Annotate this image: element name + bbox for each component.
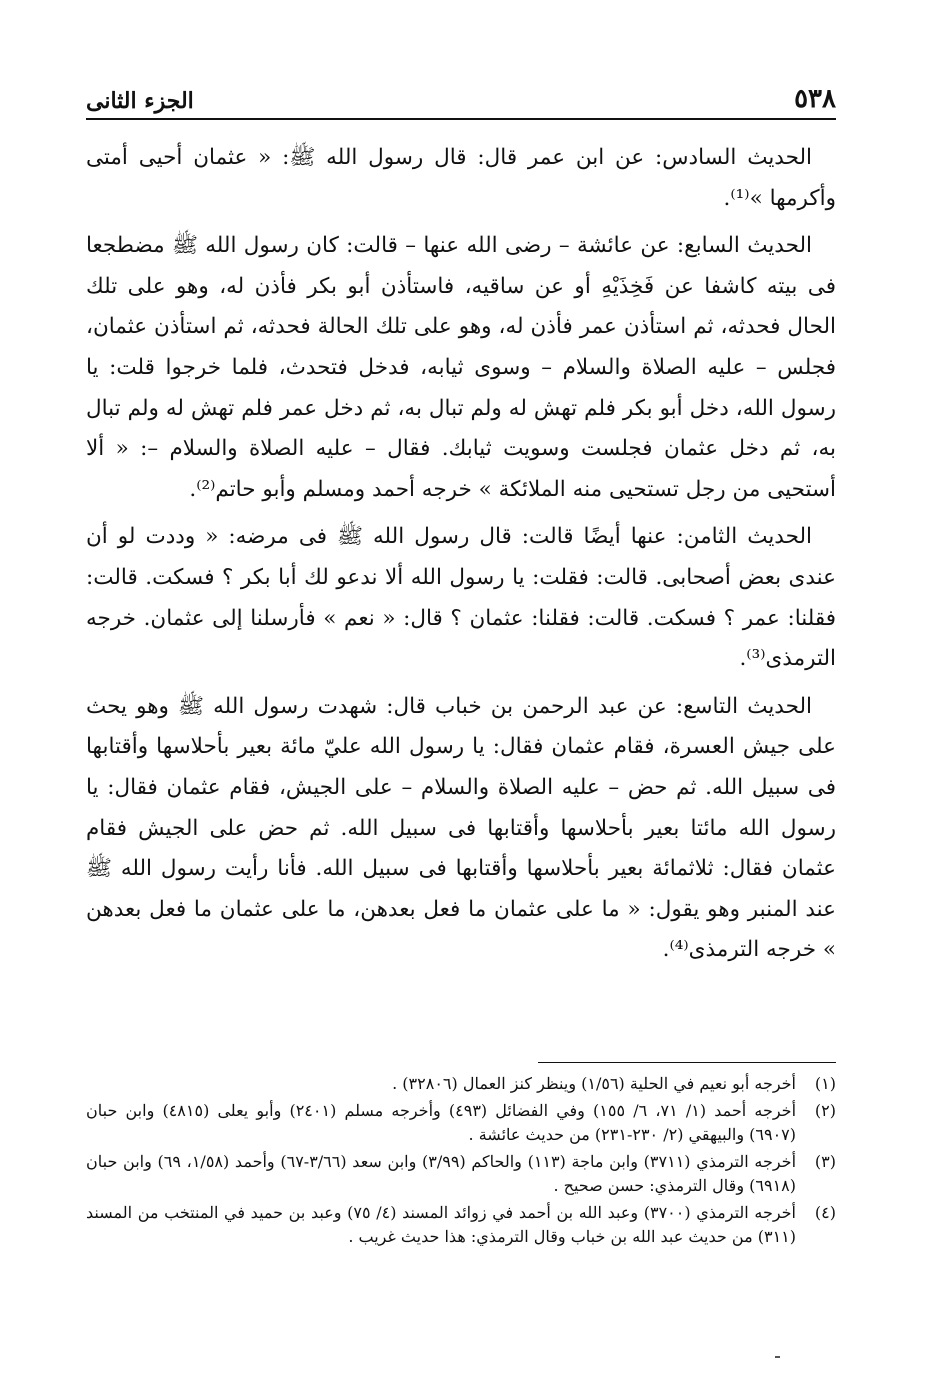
footnote-number: (٤) bbox=[814, 1202, 836, 1222]
footnote-text: أخرجه أحمد (١/ ٧١، ٦/ ١٥٥) وفي الفضائل (٤٩٣) وأخرجه مسلم (٢٤٠١) وأبو يعلى (٤٨١٥) وابن حبان (٦٩٠٧) والبيهقي (٢/ ٢٣٠-٢٣١) من حديث عائشة . bbox=[86, 1100, 797, 1144]
footnote bbox=[86, 1150, 836, 1199]
footnote-number: (٢) bbox=[814, 1100, 836, 1120]
footnote-text: أخرجه أبو نعيم في الحلية (١/٥٦) وينظر كنز العمال (٣٢٨٠٦) . bbox=[392, 1074, 796, 1093]
hadith-paragraph: الحديث السادس: عن ابن عمر قال: قال رسول الله ﷺ: « عثمان أحيى أمتى وأكرمها »⁽¹⁾. bbox=[86, 145, 836, 211]
hadith-paragraph: الحديث السابع: عن عائشة – رضى الله عنها – قالت: كان رسول الله ﷺ مضطجعا فى بيته كاشفا عن فَخِذَيْهِ أو عن ساقيه، فاستأذن أبو بكر فأذن له، وهو على تلك الحال فحدثه، ثم استأذن عمر فأذن له، وهو على تلك الحالة فحدثه، ثم استأذن عثمان، فجلس – عليه الصلاة والسلام – وسوى ثيابه، فدخل فتحدث، فلما خرجوا قلت: يا رسول الله، دخل أبو بكر فلم تهش له ولم تبال به، ثم دخل عمر فلم تهش له ولم تبال به، ثم دخل عثمان فجلست وسويت ثيابك. فقال – عليه الصلاة والسلام –: « ألا أستحيى من رجل تستحيى منه الملائكة » خرجه أحمد ومسلم وأبو حاتم⁽²⁾. bbox=[86, 233, 836, 502]
footnote-text: أخرجه الترمذي (٣٧٠٠) وعبد الله بن أحمد في زوائد المسند (٤/ ٧٥) وعبد بن حميد في المنتخب من المسند (٣١١) من حديث عبد الله بن خباب وقال الترمذي: هذا حديث غريب . bbox=[86, 1202, 796, 1246]
footnote-text: أخرجه الترمذي (٣٧١١) وابن ماجة (١١٣) والحاكم (٣/٩٩) وابن سعد (٣/٦٦-٦٧) وأحمد (١/٥٨، ٦٩) وابن حبان (٦٩١٨) وقال الترمذي: حسن صحيح . bbox=[86, 1151, 797, 1195]
page-number: ٥٣٨ bbox=[794, 84, 836, 114]
hadith-paragraph: الحديث الثامن: عنها أيضًا قالت: قال رسول الله ﷺ فى مرضه: « وددت لو أن عندى بعض أصحابى. قالت: فقلت: يا رسول الله ألا ندعو لك أبا بكر ؟ فسكت. قالت: فقلنا: عمر ؟ فسكت. قالت: فقلنا: عثمان ؟ قال: « نعم » فأرسلنا إلى عثمان. خرجه الترمذى⁽³⁾. bbox=[86, 524, 836, 672]
footnote-separator bbox=[538, 1062, 836, 1063]
footnote-number: (١) bbox=[814, 1074, 836, 1093]
footnote bbox=[86, 1099, 836, 1148]
page-header bbox=[86, 70, 836, 120]
main-text bbox=[86, 138, 836, 971]
footnote bbox=[86, 1072, 836, 1097]
running-title: الجزء الثانى bbox=[86, 88, 194, 114]
footnote-number: (٣) bbox=[814, 1151, 836, 1171]
hadith-paragraph: الحديث التاسع: عن عبد الرحمن بن خباب قال: شهدت رسول الله ﷺ وهو يحث على جيش العسرة، فقام عثمان فقال: يا رسول الله عليّ مائة بعير بأحلاسها وأقتابها فى سبيل الله. ثم حض – عليه الصلاة والسلام – على الجيش، فقام عثمان فقال: يا رسول الله مائتا بعير بأحلاسها وأقتابها فى سبيل الله. ثم حض على الجيش فقام عثمان فقال: ثلاثمائة بعير بأحلاسها وأقتابها فى سبيل الله. فأنا رأيت رسول الله ﷺ عند المنبر وهو يقول: « ما على عثمان ما فعل بعدهن، ما على عثمان ما فعل بعدهن » خرجه الترمذى⁽⁴⁾. bbox=[86, 693, 836, 963]
footnotes bbox=[86, 1072, 836, 1252]
footnote bbox=[86, 1201, 836, 1250]
scan-speck bbox=[775, 1356, 780, 1358]
